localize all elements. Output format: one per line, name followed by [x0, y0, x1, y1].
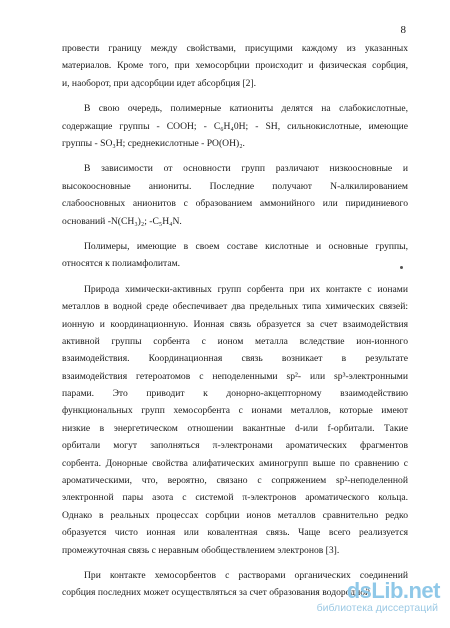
watermark	[300, 578, 440, 620]
text-line: провести границу между свойствами, присущими каждому из указанных	[62, 43, 408, 54]
text-line: В зависимости от основности групп различают низкоосновные и	[84, 163, 408, 175]
text-line: металлов в водной среде обеспечивает два предельных типа химических связей:	[62, 301, 408, 313]
text-line: взаимодействия. Координационная связь возникает в результате	[62, 353, 408, 365]
text-line: высокоосновные аниониты. Последние получают N-алкилированием	[62, 180, 408, 192]
text-line: Природа химически-активных групп сорбента при их контакте с ионами	[84, 283, 408, 295]
paragraph	[62, 40, 408, 92]
text-line: взаимодействия гетероатомов с неподеленными sp²- или sp³-электронными	[62, 370, 408, 382]
text-line: орбитали могут заполняться π-электронами ароматических фрагментов	[62, 440, 408, 452]
text-line: сорбента. Донорные свойства алифатических аминогрупп выше по сравнению с	[62, 457, 408, 469]
paragraph	[62, 281, 408, 559]
text-line: В свою очередь, полимерные катиониты делятся на слабокислотные,	[84, 103, 408, 115]
text-line: относятся к полиамфолитам.	[62, 258, 181, 270]
text-line: активной группы сорбента с ионом металла вследствие ион-ионного	[62, 335, 408, 347]
text-line: слабоосновных анионитов с образованием аммонийного или пиридиниевого	[62, 198, 408, 210]
text-line: Полимеры, имеющие в своем составе кислотные и основные группы,	[84, 240, 408, 252]
paragraph	[62, 160, 408, 230]
text-line: сорбция последних может осуществляться за счет образования водородной	[62, 587, 371, 599]
text-line: функциональных групп хемосорбента с ионами металлов, которые имеют	[62, 405, 408, 417]
text-line: ароматическими, что, вероятно, связано с сопряжением sp²-неподеленной	[62, 475, 408, 487]
stray-mark	[400, 266, 403, 269]
watermark-caption: библиотека диссертаций	[316, 602, 438, 614]
paragraph	[62, 238, 408, 273]
text-line: материалов. Кроме того, при хемосорбции происходит и физическая сорбция,	[62, 60, 408, 72]
text-line: образуется чисто ионная или ковалентная связь. Чаще всего реализуется	[62, 527, 408, 539]
text-line: содержащие группы - COOH; - C₆H₄0H; - SH, сильнокислотные, имеющие	[62, 120, 408, 132]
text-line: ионную и координационную. Ионная связь образуется за счет взаимодействия	[62, 318, 408, 330]
text-line: группы - SO₃H; среднекислотные - PO(OH)₂.	[62, 137, 245, 149]
text-line: низкие в энергетическом отношении вакантные d-или f-орбитали. Такие	[62, 422, 408, 434]
text-line: и, наоборот, при адсорбции идет абсорбция [2].	[62, 77, 257, 89]
text-line: парами. Это приводит к донорно-акцепторному взаимодействию	[62, 388, 408, 400]
page-number: 8	[400, 24, 406, 36]
text-line: промежуточная связь с неравным обобществлением электронов [3].	[62, 544, 340, 556]
text-line: оснований -N(CH₃)₂; -C₅H₄N.	[62, 215, 182, 227]
text-line: Однако в реальных процессах сорбции ионов металлов сравнительно редко	[62, 509, 408, 521]
text-line: При контакте хемосорбентов с растворами органических соединений	[84, 570, 408, 582]
watermark-logo: dsLib.net	[346, 578, 440, 603]
text-line: электронной пары азота с системой π-электронов ароматического кольца.	[62, 492, 408, 504]
paragraph	[62, 100, 408, 152]
document-body	[62, 40, 408, 610]
